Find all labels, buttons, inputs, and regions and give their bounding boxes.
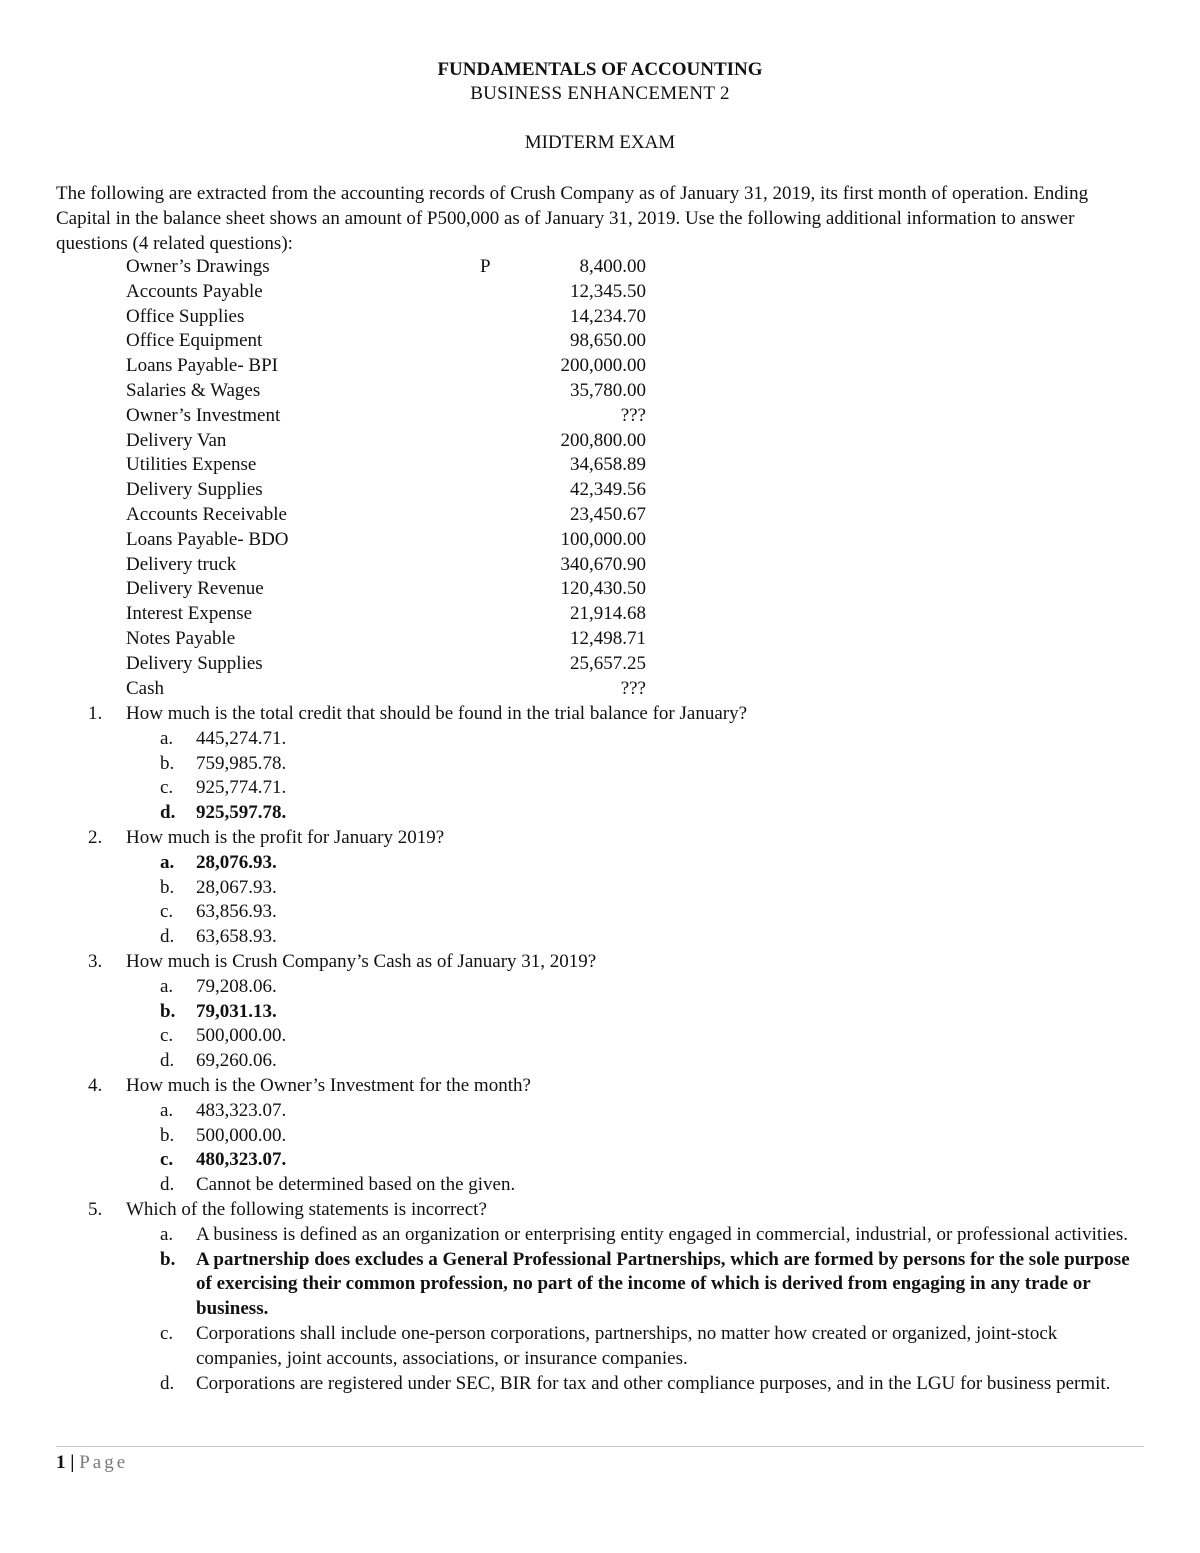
record-label: Delivery Supplies <box>126 652 263 674</box>
option-text: Corporations are registered under SEC, BIR for tax and other compliance purposes, and in the LGU for business permit. <box>196 1372 1111 1394</box>
page-number: 1 <box>56 1452 66 1473</box>
document-subtitle: BUSINESS ENHANCEMENT 2 <box>470 83 730 104</box>
question-2 <box>0 826 1200 950</box>
answer-option <box>0 1372 1146 1397</box>
answer-option <box>0 752 1146 777</box>
answer-option <box>0 1173 1146 1198</box>
record-label: Cash <box>126 677 164 699</box>
record-row <box>126 305 686 330</box>
record-label: Office Equipment <box>126 330 263 352</box>
question-1 <box>0 702 1200 826</box>
option-letter: a. <box>160 1099 174 1121</box>
answer-option <box>0 1124 1146 1149</box>
record-amount: 12,498.71 <box>570 627 646 649</box>
records-list <box>126 255 686 701</box>
record-label: Office Supplies <box>126 305 245 327</box>
record-amount: 34,658.89 <box>570 454 646 476</box>
question-number: 4. <box>88 1074 103 1096</box>
record-amount: ??? <box>620 677 646 699</box>
document-title: FUNDAMENTALS OF ACCOUNTING <box>437 59 763 80</box>
option-text: 63,856.93. <box>196 901 277 923</box>
record-amount: 340,670.90 <box>560 553 646 575</box>
option-text: 925,597.78. <box>196 802 287 824</box>
question-5 <box>0 1198 1200 1396</box>
option-letter: d. <box>160 1372 175 1394</box>
option-text: 445,274.71. <box>196 727 287 749</box>
answer-option <box>0 776 1146 801</box>
record-row <box>126 280 686 305</box>
record-label: Owner’s Drawings <box>126 256 270 277</box>
record-amount: 21,914.68 <box>570 603 646 625</box>
option-letter: d. <box>160 1050 175 1072</box>
option-text: 69,260.06. <box>196 1050 277 1072</box>
question-stem <box>0 1198 1200 1223</box>
question-text: How much is the total credit that should be found in the trial balance for January? <box>126 703 748 724</box>
record-amount: 200,000.00 <box>560 355 646 377</box>
question-number: 1. <box>88 703 103 724</box>
option-letter: d. <box>160 802 176 824</box>
option-text: 79,208.06. <box>196 975 277 997</box>
answer-option <box>0 900 1146 925</box>
answer-option <box>0 1024 1146 1049</box>
currency-symbol: P <box>480 256 491 277</box>
option-text: 480,323.07. <box>196 1149 287 1171</box>
answer-option <box>0 925 1146 950</box>
question-number: 3. <box>88 950 103 972</box>
option-text: Corporations shall include one-person corporations, partnerships, no matter how created or organized, joint-stock companies, joint accounts, associations, or insurance companies. <box>196 1322 1058 1369</box>
option-text: 79,031.13. <box>196 1000 277 1022</box>
footer-separator: | <box>70 1452 75 1473</box>
record-row <box>126 478 686 503</box>
record-row <box>126 354 686 379</box>
option-letter: b. <box>160 1000 176 1022</box>
page-label: Page <box>79 1452 129 1473</box>
question-text: How much is Crush Company’s Cash as of January 31, 2019? <box>126 950 597 972</box>
option-letter: a. <box>160 851 175 873</box>
option-text: 63,658.93. <box>196 926 277 948</box>
record-row <box>126 577 686 602</box>
footer-divider <box>56 1446 1144 1447</box>
option-text: A partnership does excludes a General Professional Partnerships, which are formed by persons for the sole purpose of exercising their common profession, no part of the income of which is derived from engaging in any trade or business. <box>196 1248 1130 1320</box>
option-text: 925,774.71. <box>196 777 287 799</box>
option-letter: b. <box>160 1248 176 1270</box>
option-letter: a. <box>160 975 174 997</box>
record-amount: 12,345.50 <box>570 280 646 302</box>
record-row <box>126 379 686 404</box>
question-stem <box>0 826 1200 851</box>
record-row <box>126 553 686 578</box>
record-row <box>126 528 686 553</box>
answer-option <box>0 1049 1146 1074</box>
record-row <box>126 652 686 677</box>
question-4 <box>0 1074 1200 1198</box>
record-label: Delivery Van <box>126 429 227 451</box>
answer-option <box>0 1099 1146 1124</box>
record-amount: 25,657.25 <box>570 652 646 674</box>
record-row <box>126 503 686 528</box>
record-row <box>126 429 686 454</box>
option-letter: d. <box>160 1174 175 1196</box>
record-amount: 35,780.00 <box>570 379 646 401</box>
record-row <box>126 329 686 354</box>
record-label: Delivery truck <box>126 553 237 575</box>
record-amount: ??? <box>620 404 646 426</box>
record-row <box>126 602 686 627</box>
record-label: Loans Payable- BPI <box>126 355 278 377</box>
question-text: How much is the profit for January 2019? <box>126 826 445 848</box>
option-letter: b. <box>160 752 175 774</box>
answer-option <box>0 1322 1146 1372</box>
option-letter: c. <box>160 1322 174 1344</box>
record-amount: 23,450.67 <box>570 503 646 525</box>
option-text: 28,076.93. <box>196 851 277 873</box>
record-amount: 200,800.00 <box>560 429 646 451</box>
option-text: 500,000.00. <box>196 1124 287 1146</box>
option-letter: c. <box>160 1149 174 1171</box>
answer-option <box>0 1223 1146 1248</box>
option-letter: b. <box>160 1124 175 1146</box>
record-label: Delivery Supplies <box>126 479 263 501</box>
record-label: Utilities Expense <box>126 454 257 476</box>
record-label: Notes Payable <box>126 627 236 649</box>
question-stem <box>0 1074 1200 1099</box>
option-letter: a. <box>160 1223 174 1245</box>
answer-option <box>0 727 1146 752</box>
exam-heading: MIDTERM EXAM <box>524 132 676 153</box>
record-label: Accounts Payable <box>126 280 263 302</box>
questions-list <box>0 702 1200 1396</box>
record-row <box>126 404 686 429</box>
record-label: Owner’s Investment <box>126 404 281 426</box>
answer-option-correct <box>0 1248 1146 1322</box>
question-stem <box>0 702 1200 727</box>
record-row <box>126 255 686 280</box>
question-text: Which of the following statements is incorrect? <box>126 1198 487 1220</box>
option-letter: a. <box>160 727 174 749</box>
record-amount: 120,430.50 <box>560 578 646 600</box>
option-letter: b. <box>160 876 175 898</box>
option-letter: c. <box>160 901 174 923</box>
record-row <box>126 677 686 702</box>
record-row <box>126 627 686 652</box>
question-number: 5. <box>88 1198 103 1220</box>
option-text: 483,323.07. <box>196 1099 287 1121</box>
option-text: Cannot be determined based on the given. <box>196 1174 516 1196</box>
option-text: 759,985.78. <box>196 752 287 774</box>
answer-option-correct <box>0 1148 1146 1173</box>
option-text: A business is defined as an organization or enterprising entity engaged in commercial, industrial, or professional activities. <box>196 1223 1128 1245</box>
option-letter: c. <box>160 777 174 799</box>
record-amount: 42,349.56 <box>570 479 646 501</box>
record-label: Accounts Receivable <box>126 503 287 525</box>
option-text: 500,000.00. <box>196 1025 287 1047</box>
answer-option-correct <box>0 851 1146 876</box>
record-label: Interest Expense <box>126 603 253 625</box>
answer-option <box>0 876 1146 901</box>
record-label: Salaries & Wages <box>126 379 261 401</box>
page-footer <box>56 1451 128 1475</box>
intro-paragraph: The following are extracted from the accounting records of Crush Company as of January 31, 2019, its first month of operation. Ending Capital in the balance sheet shows an amount of P500,000 as of January 31, 2019. Use the following additional information to answer questions (4 related questions): <box>56 183 1089 254</box>
question-text: How much is the Owner’s Investment for the month? <box>126 1074 531 1096</box>
answer-option <box>0 975 1146 1000</box>
option-text: 28,067.93. <box>196 876 277 898</box>
record-amount: 14,234.70 <box>570 305 646 327</box>
record-label: Delivery Revenue <box>126 578 264 600</box>
option-letter: d. <box>160 926 175 948</box>
answer-option-correct <box>0 1000 1146 1025</box>
question-stem <box>0 950 1200 975</box>
question-number: 2. <box>88 826 103 848</box>
option-letter: c. <box>160 1025 174 1047</box>
question-3 <box>0 950 1200 1074</box>
answer-option-correct <box>0 801 1146 826</box>
record-label: Loans Payable- BDO <box>126 528 289 550</box>
record-row <box>126 453 686 478</box>
record-amount: 8,400.00 <box>579 256 646 277</box>
record-amount: 100,000.00 <box>560 528 646 550</box>
record-amount: 98,650.00 <box>570 330 646 352</box>
